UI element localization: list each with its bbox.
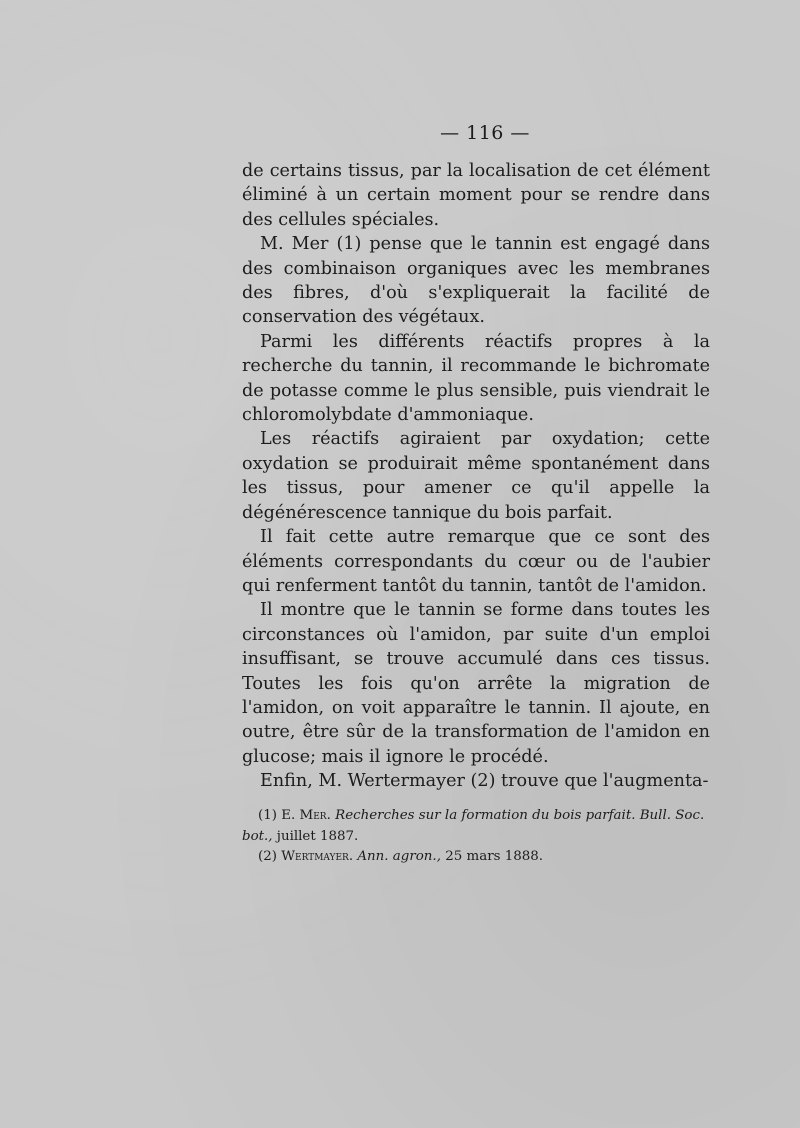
footnote-1-date: juillet 1887. [276, 828, 359, 844]
paragraph-3: Parmi les différents réactifs propres à la recherche du tannin, il recommande le bichromate de potasse comme le plus sensible, puis viendrait le chloromolybdate d'ammoniaque. [242, 331, 710, 426]
footnote-2-title: Ann. agron., [357, 849, 441, 864]
paragraph-6: Il montre que le tannin se forme dans toutes les circonstances où l'amidon, par suite d'un emploi insuffisant, se trouve accumulé dans ces tissus. Toutes les fois qu'on arrête la migration de l'amidon, on voit apparaître le tannin. Il ajoute, en outre, être sûr de la transformation de l'amidon en glucose; mais il ignore le procédé. [242, 600, 710, 767]
footnote-2-author: Wertmayer. [281, 849, 354, 864]
footnote-1-title: Recherches sur la formation du bois parfait. Bull. Soc. bot., [242, 808, 705, 844]
footnote-2-date: 25 mars 1888. [445, 849, 544, 864]
footnote-1-author: Mer. [299, 808, 331, 823]
paragraph-4: Les réactifs agiraient par oxydation; cette oxydation se produirait même spontanément dans les tissus, pour amener ce qu'il appelle la dégénérescence tannique du bois parfait. [242, 429, 710, 523]
footnote-2 [242, 847, 710, 868]
footnotes [242, 806, 710, 868]
footnote-1-number: (1) E. [258, 808, 296, 823]
paragraph-5: Il fait cette autre remarque que ce sont des éléments correspondants du cœur ou de l'aubier qui renferment tantôt du tannin, tantôt de l'amidon. [242, 527, 710, 596]
page-number: — 116 — [440, 122, 530, 144]
footnote-1 [242, 806, 710, 847]
body-text [242, 159, 710, 794]
paragraph-7: Enfin, M. Wertermayer (2) trouve que l'augmenta- [260, 771, 709, 792]
footnote-2-number: (2) [258, 849, 277, 864]
paragraph-1: de certains tissus, par la localisation de cet élément éliminé à un certain moment pour se rendre dans des cellules spéciales. [242, 161, 710, 230]
paragraph-2: M. Mer (1) pense que le tannin est engagé dans des combinaison organiques avec les membranes des fibres, d'où s'expliquerait la facilité de conservation des végétaux. [242, 234, 710, 328]
